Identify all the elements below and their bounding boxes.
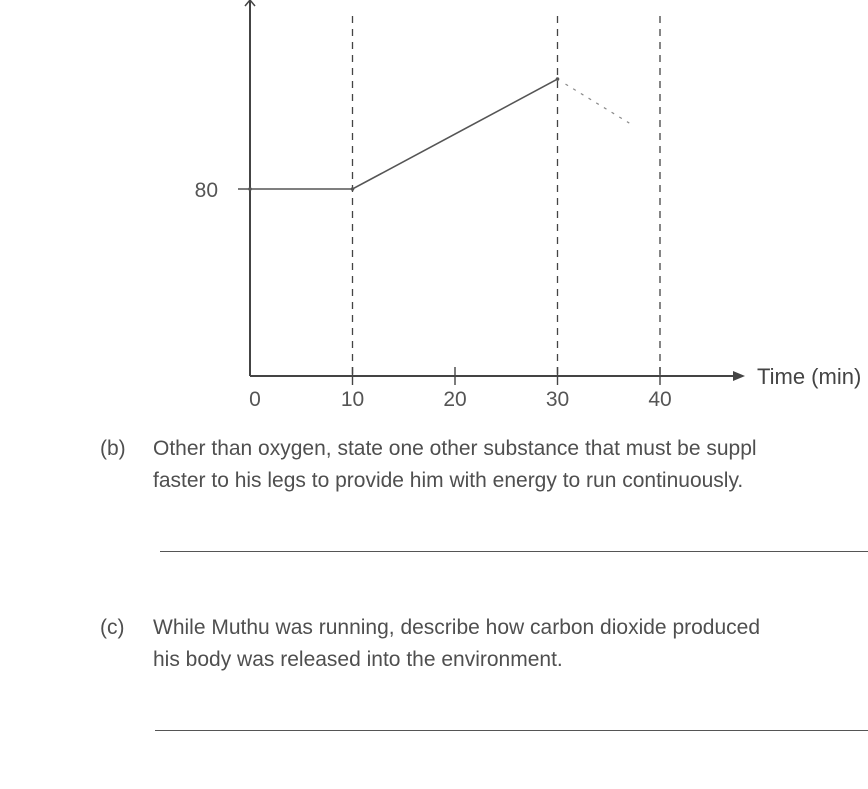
data-point-0-2	[556, 77, 560, 81]
question-c-line-2: his body was released into the environment.	[153, 648, 563, 671]
answer-line-b[interactable]	[160, 551, 868, 552]
question-b-line-2: faster to his legs to provide him with energy to run continuously.	[153, 469, 744, 492]
x-tick-label-30: 30	[545, 388, 570, 411]
question-c-label: (c)	[100, 616, 125, 639]
series-line-0	[250, 79, 558, 189]
data-point-0-0	[248, 187, 252, 191]
x-axis-label: Time (min)	[757, 364, 862, 389]
data-point-0-1	[351, 187, 355, 191]
x-tick-label-0: 0	[249, 388, 261, 411]
x-axis-arrow	[733, 371, 745, 381]
question-b-line-1: Other than oxygen, state one other substance that must be suppl	[153, 437, 757, 460]
answer-line-c[interactable]	[155, 730, 868, 731]
question-c-line-1: While Muthu was running, describe how carbon dioxide produced	[153, 616, 761, 639]
x-tick-label-20: 20	[443, 388, 467, 411]
y-tick-label-80: 80	[194, 179, 218, 202]
continuation-line	[566, 84, 630, 123]
x-tick-label-40: 40	[648, 388, 672, 411]
question-b-label: (b)	[100, 437, 126, 460]
x-tick-label-10: 10	[340, 388, 365, 411]
